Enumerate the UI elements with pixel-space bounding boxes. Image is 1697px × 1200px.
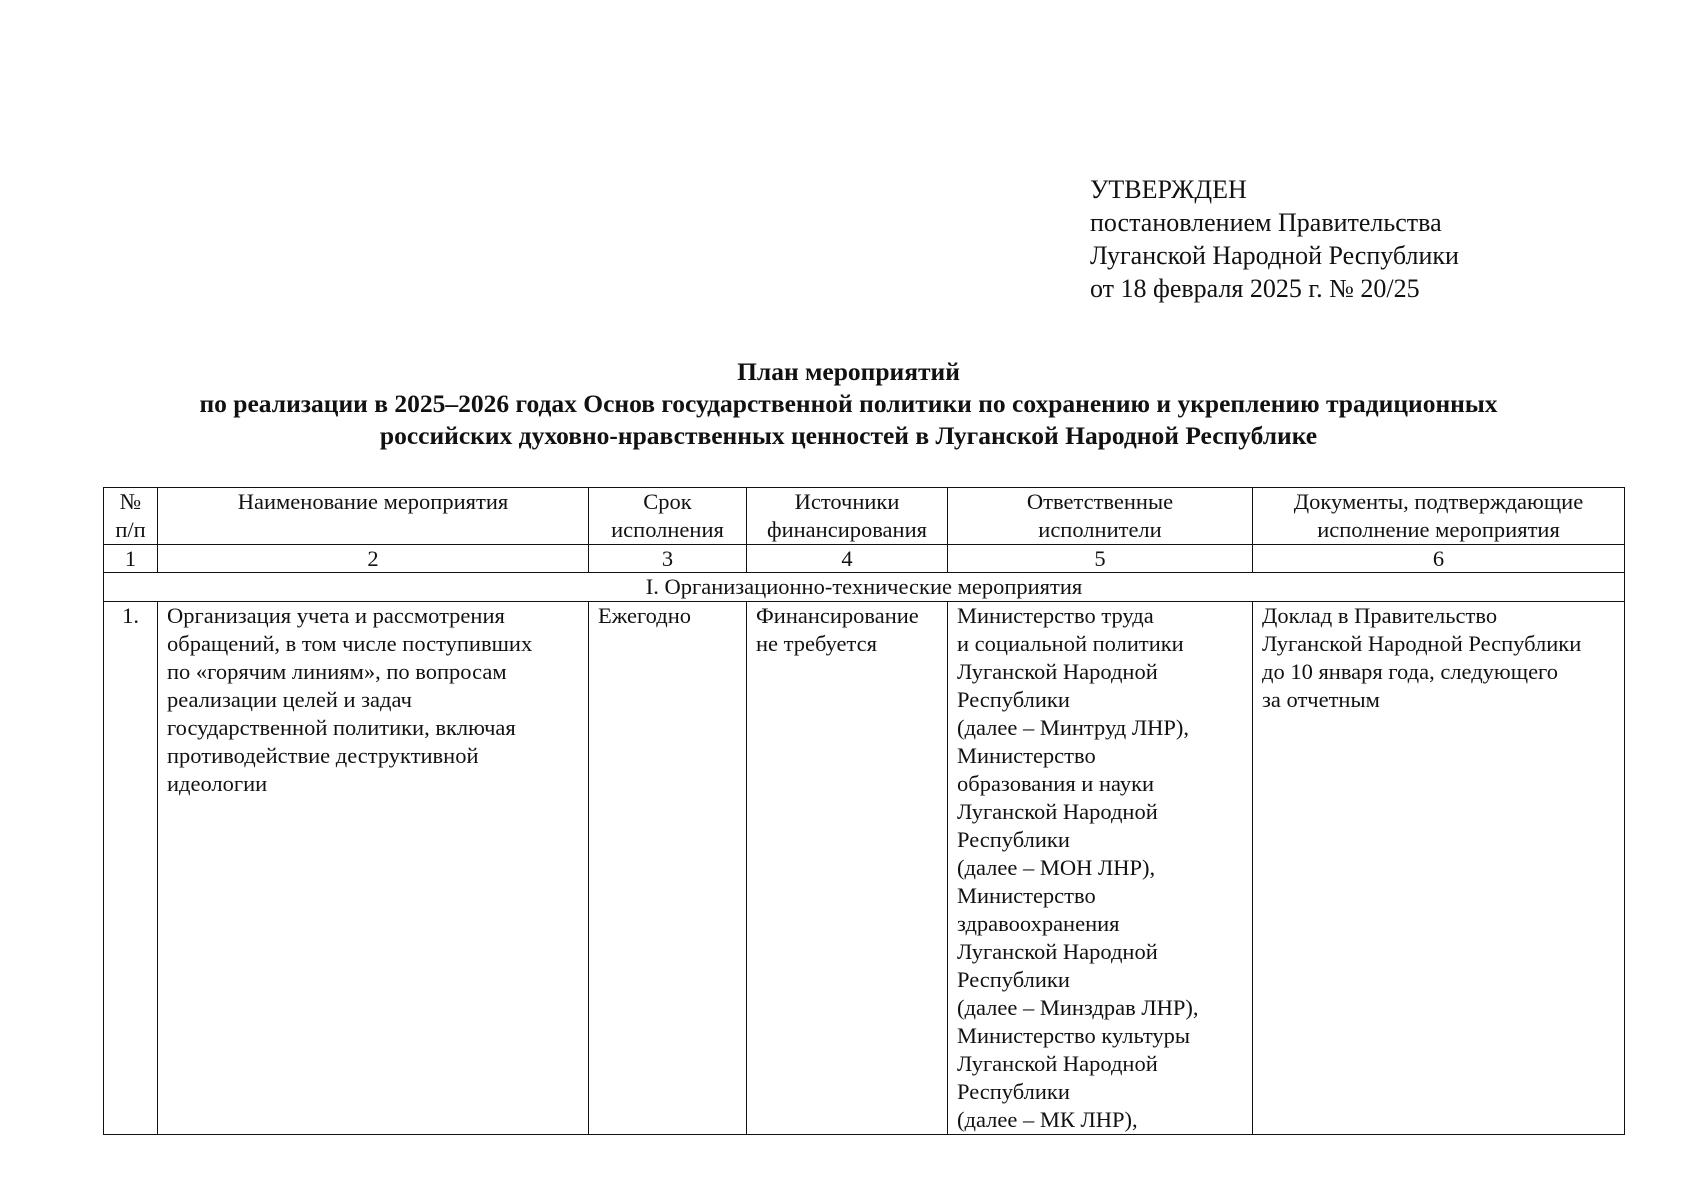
header-deadline: Срок исполнения — [589, 488, 747, 545]
row-deadline: Ежегодно — [589, 602, 747, 1135]
header-responsible: Ответственные исполнители — [948, 488, 1253, 545]
title-line-3: российских духовно-нравственных ценностей в Луганской Народной Республике — [379, 421, 1318, 450]
column-number: 3 — [589, 545, 747, 573]
row-responsible: Министерство труда и социальной политики Луганской Народной Республики (далее – Минтруд ЛНР), Министерство образования и науки Луганской Народной Республики (далее – МОН ЛНР), Министерство здравоохранения Луганской Народной Республики (далее – Минздрав ЛНР), Министерство культуры Луганской Народной Республики (далее – МК ЛНР), — [948, 602, 1253, 1135]
column-number: 1 — [104, 545, 158, 573]
title-line-2: по реализации в 2025–2026 годах Основ государственной политики по сохранению и укреплению традиционных — [199, 389, 1498, 418]
column-numbers-row — [104, 545, 1625, 573]
approval-line-government: Луганской Народной Республики — [1090, 241, 1459, 270]
column-number: 5 — [948, 545, 1253, 573]
column-number: 4 — [747, 545, 948, 573]
row-event-name: Организация учета и рассмотрения обращений, в том числе поступивших по «горячим линиям», по вопросам реализации целей и задач государственной политики, включая противодействие деструктивной идеологии — [158, 602, 589, 1135]
document-title — [0, 356, 1697, 452]
section-row — [104, 573, 1625, 602]
header-event-name: Наименование мероприятия — [158, 488, 589, 545]
header-number: № п/п — [104, 488, 158, 545]
header-documents: Документы, подтверждающие исполнение мероприятия — [1253, 488, 1625, 545]
title-line-1: План мероприятий — [737, 357, 960, 386]
column-number: 6 — [1253, 545, 1625, 573]
column-number: 2 — [158, 545, 589, 573]
section-title: I. Организационно-технические мероприятия — [104, 573, 1625, 602]
table-row — [104, 602, 1625, 1135]
plan-table — [103, 487, 1625, 1135]
row-documents: Доклад в Правительство Луганской Народной Республики до 10 января года, следующего за отчетным — [1253, 602, 1625, 1135]
approval-line-approved: УТВЕРЖДЕН — [1090, 175, 1247, 204]
row-number: 1. — [104, 602, 158, 1135]
approval-line-decree: постановлением Правительства — [1090, 208, 1442, 237]
approval-stamp — [1090, 173, 1459, 305]
approval-line-date: от 18 февраля 2025 г. № 20/25 — [1090, 274, 1420, 303]
row-funding: Финансирование не требуется — [747, 602, 948, 1135]
header-funding: Источники финансирования — [747, 488, 948, 545]
table-header-row — [104, 488, 1625, 545]
